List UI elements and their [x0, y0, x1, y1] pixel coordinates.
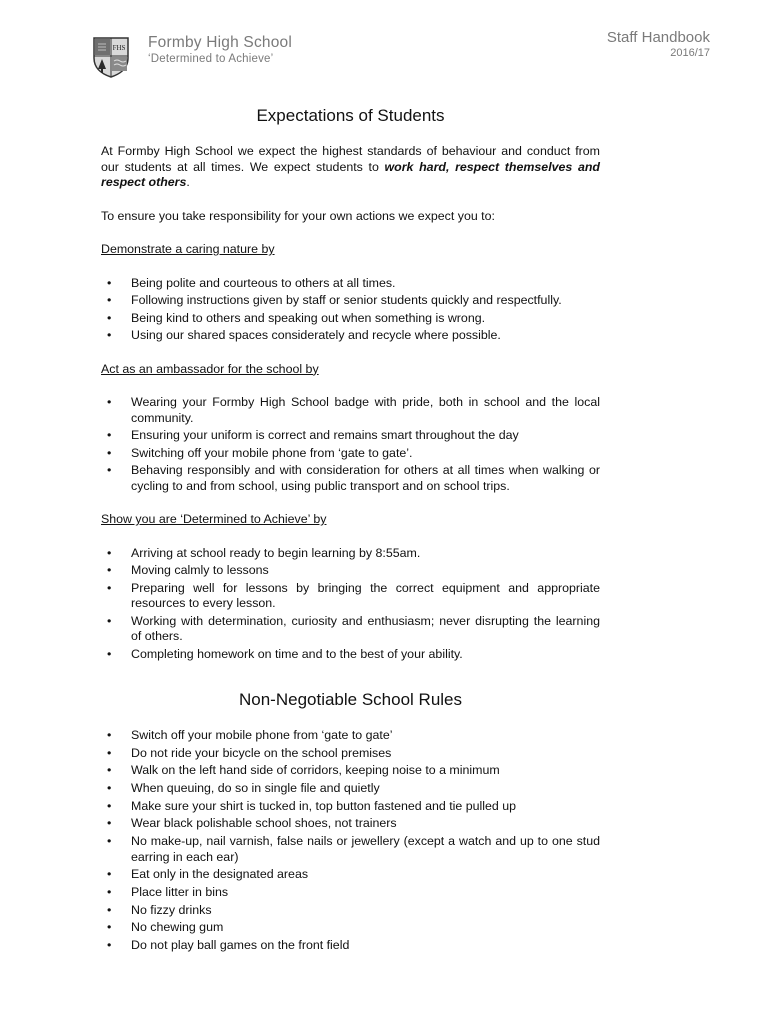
crest-monogram: FHS [112, 44, 126, 52]
caring-list [101, 276, 600, 344]
intro-text: At Formby High School we expect the highest standards of behaviour and conduct from our students at all times. We expect students to [101, 144, 600, 174]
list-item: • Do not ride your bicycle on the school premises [101, 746, 600, 762]
ambassador-list [101, 395, 600, 494]
school-crest-logo [92, 36, 130, 78]
page-content [101, 104, 600, 972]
list-item: • No chewing gum [101, 920, 600, 936]
list-item: • No fizzy drinks [101, 903, 600, 919]
intro-paragraph [101, 144, 600, 191]
list-item: • Being polite and courteous to others at all times. [101, 276, 600, 292]
list-item: • When queuing, do so in single file and quietly [101, 781, 600, 797]
list-item: • No make-up, nail varnish, false nails or jewellery (except a watch and up to one stud earring in each ear) [101, 834, 600, 865]
list-item: • Make sure your shirt is tucked in, top button fastened and tie pulled up [101, 799, 600, 815]
list-item: • Do not play ball games on the front field [101, 938, 600, 954]
responsibility-paragraph: To ensure you take responsibility for your own actions we expect you to: [101, 208, 495, 223]
school-motto: ‘Determined to Achieve’ [148, 53, 274, 65]
list-item: • Moving calmly to lessons [101, 563, 600, 579]
list-item: • Arriving at school ready to begin learning by 8:55am. [101, 546, 600, 562]
school-name: Formby High School [148, 34, 293, 51]
list-item: • Using our shared spaces considerately and recycle where possible. [101, 328, 600, 344]
list-item: • Following instructions given by staff or senior students quickly and respectfully. [101, 293, 600, 309]
document-year: 2016/17 [670, 47, 710, 59]
list-item: • Switch off your mobile phone from ‘gate to gate’ [101, 728, 600, 744]
section-heading-caring: Demonstrate a caring nature by [101, 242, 275, 256]
list-item: • Completing homework on time and to the best of your ability. [101, 647, 600, 663]
list-item: • Walk on the left hand side of corridors, keeping noise to a minimum [101, 763, 600, 779]
list-item: • Ensuring your uniform is correct and remains smart throughout the day [101, 428, 600, 444]
achieve-list [101, 546, 600, 663]
rules-list [101, 728, 600, 954]
list-item: • Eat only in the designated areas [101, 867, 600, 883]
list-item: • Switching off your mobile phone from ‘gate to gate’. [101, 446, 600, 462]
list-item: • Working with determination, curiosity and enthusiasm; never disrupting the learning of others. [101, 614, 600, 645]
expectations-heading: Expectations of Students [256, 106, 445, 125]
list-item: • Wear black polishable school shoes, not trainers [101, 816, 600, 832]
list-item: • Being kind to others and speaking out when something is wrong. [101, 311, 600, 327]
intro-emphasis: work hard, respect themselves and respect others [101, 159, 600, 189]
list-item: • Place litter in bins [101, 885, 600, 901]
intro-end: . [186, 175, 190, 189]
section-heading-achieve: Show you are ‘Determined to Achieve’ by [101, 512, 327, 526]
section-heading-ambassador: Act as an ambassador for the school by [101, 361, 319, 376]
list-item: • Wearing your Formby High School badge with pride, both in school and the local community. [101, 395, 600, 426]
list-item: • Behaving responsibly and with consideration for others at all times when walking or cycling to and from school, using public transport and on school trips. [101, 463, 600, 494]
list-item: • Preparing well for lessons by bringing the correct equipment and appropriate resources to every lesson. [101, 581, 600, 612]
document-title: Staff Handbook [606, 29, 710, 46]
rules-heading: Non-Negotiable School Rules [238, 690, 463, 709]
